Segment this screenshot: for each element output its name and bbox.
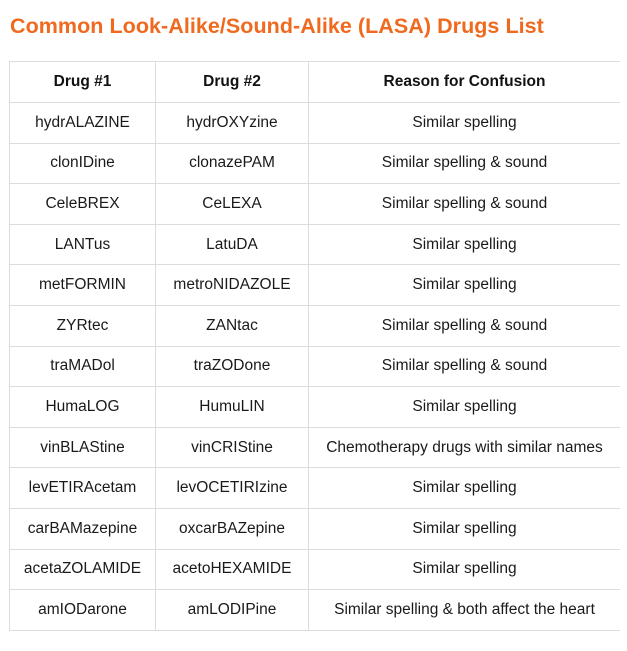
table-row — [10, 427, 621, 468]
reason-cell: Similar spelling & sound — [309, 346, 621, 387]
table-row — [10, 184, 621, 225]
table-row — [10, 346, 621, 387]
reason-cell: Similar spelling — [309, 265, 621, 306]
reason-cell: Similar spelling — [309, 103, 621, 144]
lasa-drugs-table-container — [9, 61, 620, 651]
drug-1-cell: clonIDine — [10, 143, 156, 184]
drug-1-cell: HumaLOG — [10, 387, 156, 428]
drug-2-cell: HumuLIN — [156, 387, 309, 428]
drug-2-cell: acetoHEXAMIDE — [156, 549, 309, 590]
drug-2-cell: ZANtac — [156, 305, 309, 346]
table-row — [10, 143, 621, 184]
table-row — [10, 508, 621, 549]
table-row — [10, 305, 621, 346]
drug-2-cell: traZODone — [156, 346, 309, 387]
reason-cell: Similar spelling & sound — [309, 184, 621, 225]
drug-1-cell: ZYRtec — [10, 305, 156, 346]
drug-2-cell: oxcarBAZepine — [156, 508, 309, 549]
reason-cell: Similar spelling — [309, 387, 621, 428]
reason-cell: Similar spelling — [309, 508, 621, 549]
drug-2-cell: levOCETIRIzine — [156, 468, 309, 509]
drug-1-cell: hydrALAZINE — [10, 103, 156, 144]
reason-cell: Chemotherapy drugs with similar names — [309, 427, 621, 468]
drug-1-cell: LANTus — [10, 224, 156, 265]
drug-2-cell: CeLEXA — [156, 184, 309, 225]
drug-1-cell: CeleBREX — [10, 184, 156, 225]
page-title: Common Look-Alike/Sound-Alike (LASA) Drugs List — [10, 14, 544, 38]
drug-2-cell: LatuDA — [156, 224, 309, 265]
lasa-drugs-table — [9, 61, 620, 631]
reason-cell: Similar spelling & both affect the heart — [309, 590, 621, 631]
column-header-reason: Reason for Confusion — [309, 62, 621, 103]
drug-1-cell: carBAMazepine — [10, 508, 156, 549]
column-header-drug-1: Drug #1 — [10, 62, 156, 103]
table-row — [10, 549, 621, 590]
drug-1-cell: acetaZOLAMIDE — [10, 549, 156, 590]
table-row — [10, 468, 621, 509]
table-header-row — [10, 62, 621, 103]
column-header-drug-2: Drug #2 — [156, 62, 309, 103]
reason-cell: Similar spelling & sound — [309, 143, 621, 184]
reason-cell: Similar spelling — [309, 468, 621, 509]
reason-cell: Similar spelling — [309, 224, 621, 265]
drug-1-cell: levETIRAcetam — [10, 468, 156, 509]
drug-1-cell: vinBLAStine — [10, 427, 156, 468]
drug-2-cell: clonazePAM — [156, 143, 309, 184]
table-row — [10, 224, 621, 265]
table-row — [10, 387, 621, 428]
drug-1-cell: traMADol — [10, 346, 156, 387]
drug-1-cell: amIODarone — [10, 590, 156, 631]
drug-2-cell: hydrOXYzine — [156, 103, 309, 144]
drug-2-cell: metroNIDAZOLE — [156, 265, 309, 306]
drug-1-cell: metFORMIN — [10, 265, 156, 306]
table-row — [10, 265, 621, 306]
reason-cell: Similar spelling & sound — [309, 305, 621, 346]
table-row — [10, 103, 621, 144]
reason-cell: Similar spelling — [309, 549, 621, 590]
drug-2-cell: vinCRIStine — [156, 427, 309, 468]
drug-2-cell: amLODIPine — [156, 590, 309, 631]
table-row — [10, 590, 621, 631]
